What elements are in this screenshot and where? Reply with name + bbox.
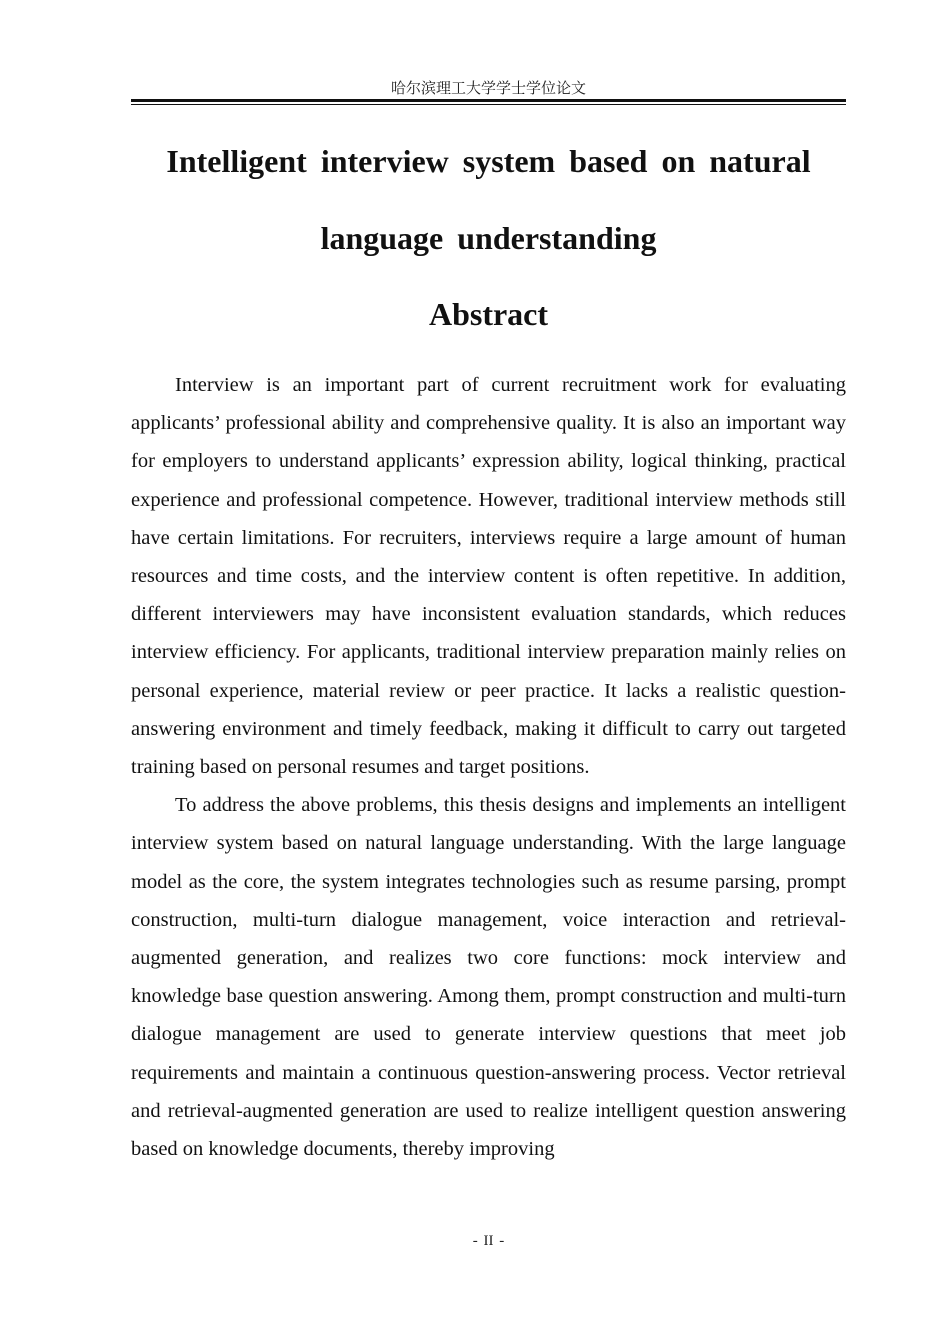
thesis-title-line-2: language understanding xyxy=(320,220,657,256)
abstract-heading: Abstract xyxy=(428,296,549,332)
abstract-paragraph-2: To address the above problems, this thesis designs and implements an intelligent interview system based on natural language understanding. With the large language model as the core, the system integrates technologies such as resume parsing, prompt construction, multi-turn dialogue management, voice interaction and retrieval-augmented generation, and realizes two core functions: mock interview and knowledge base question answering. Among them, prompt construction and multi-turn dialogue management are used to generate interview questions that meet job requirements and maintain a continuous question-answering process. Vector retrieval and retrieval-augmented generation are used to realize intelligent question answering based on knowledge documents, thereby improving xyxy=(131,794,846,1161)
header-rule-thin xyxy=(131,104,846,105)
running-header: 哈尔滨理工大学学士学位论文 xyxy=(390,79,586,97)
abstract-paragraph-1: Interview is an important part of current recruitment work for evaluating applicants’ professional ability and comprehensive quality. It is also an important way for employers to understand applicants’ expression ability, logical thinking, practical experience and professional competence. However, traditional interview methods still have certain limitations. For recruiters, interviews require a large amount of human resources and time costs, and the interview content is often repetitive. In addition, different interviewers may have inconsistent evaluation standards, which reduces interview efficiency. For applicants, traditional interview preparation mainly relies on personal experience, material review or peer practice. It lacks a realistic question-answering environment and timely feedback, making it difficult to carry out targeted training based on personal resumes and target positions. xyxy=(131,374,846,779)
header-rule-thick xyxy=(131,99,846,102)
thesis-title xyxy=(131,123,846,277)
abstract-body xyxy=(131,366,846,1168)
thesis-title-line-1: Intelligent interview system based on natural xyxy=(166,143,811,179)
page-number: - II - xyxy=(472,1233,505,1249)
